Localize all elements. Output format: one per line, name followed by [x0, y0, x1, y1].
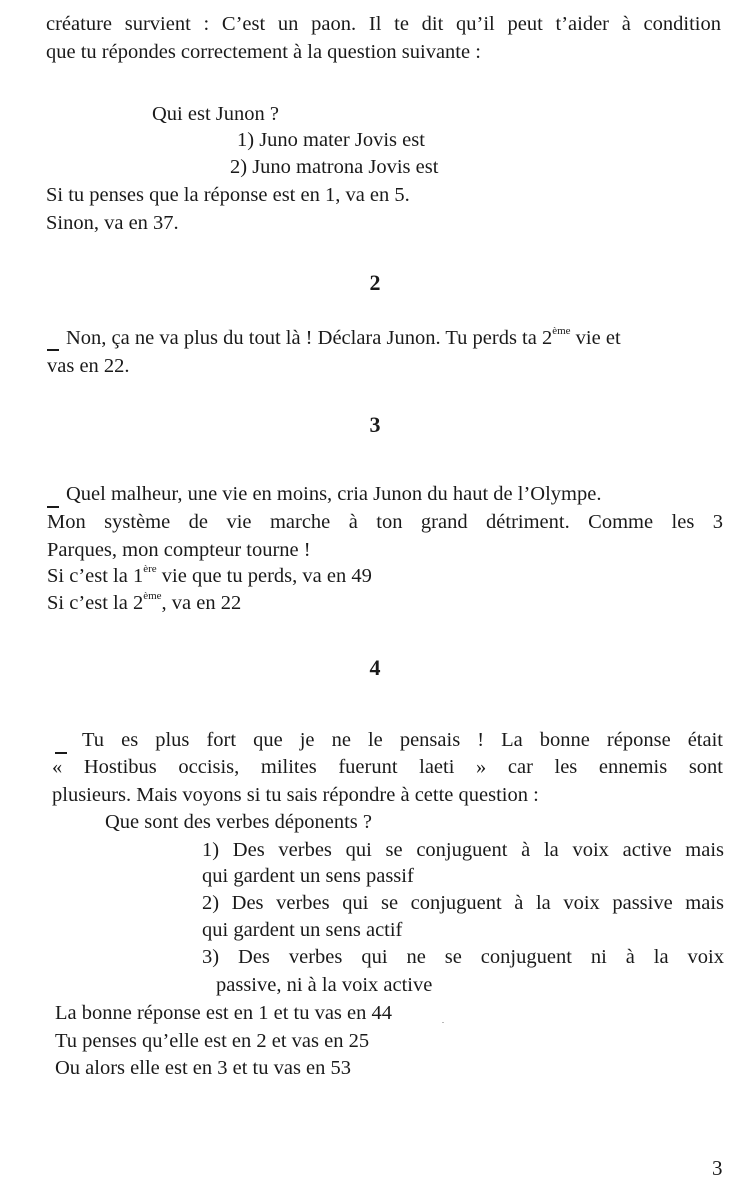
scan-speck: [442, 1022, 444, 1023]
section-3-line-5: Si c’est la 2ème, va en 22: [47, 590, 242, 614]
dialogue-dash: [47, 349, 59, 351]
section-4-line-1: Tu es plus fort que je ne le pensais ! La bonne réponse était: [82, 729, 723, 751]
section-3-line-4: Si c’est la 1ère vie que tu perds, va en 49: [47, 563, 372, 587]
section-4-question: Que sont des verbes déponents ?: [105, 811, 373, 833]
section-4-option-2b: qui gardent un sens actif: [202, 919, 403, 941]
section-4-choice-3: Ou alors elle est en 3 et tu vas en 53: [55, 1057, 352, 1079]
section-4-choice-2: Tu penses qu’elle est en 2 et vas en 25: [55, 1030, 370, 1052]
intro-choice-1: Si tu penses que la réponse est en 1, va en 5.: [46, 184, 410, 206]
intro-option-1: 1) Juno mater Jovis est: [237, 129, 425, 151]
section-4-option-2a: 2) Des verbes qui se conjuguent à la voix passive mais: [202, 892, 724, 914]
section-4-line-2: « Hostibus occisis, milites fuerunt laeti » car les ennemis sont: [52, 756, 723, 778]
dialogue-dash: [47, 506, 59, 508]
section-4-option-3b: passive, ni à la voix active: [216, 974, 433, 996]
intro-line-2: que tu répondes correctement à la question suivante :: [46, 41, 481, 63]
intro-choice-2: Sinon, va en 37.: [46, 212, 179, 234]
section-3-heading: 3: [369, 412, 381, 437]
dialogue-dash: [55, 752, 67, 754]
section-4-choice-1: La bonne réponse est en 1 et tu vas en 44: [55, 1002, 393, 1024]
intro-option-2: 2) Juno matrona Jovis est: [230, 156, 439, 178]
section-4-option-1b: qui gardent un sens passif: [202, 865, 414, 887]
section-4-line-3: plusieurs. Mais voyons si tu sais répondre à cette question :: [52, 784, 539, 806]
section-2-line-1: Non, ça ne va plus du tout là ! Déclara Junon. Tu perds ta 2ème vie et: [66, 325, 621, 349]
section-3-line-1: Quel malheur, une vie en moins, cria Junon du haut de l’Olympe.: [66, 483, 602, 505]
section-2-line-2: vas en 22.: [47, 355, 130, 377]
intro-line-1: créature survient : C’est un paon. Il te dit qu’il peut t’aider à condition: [46, 13, 721, 35]
section-4-option-1a: 1) Des verbes qui se conjuguent à la voix active mais: [202, 839, 724, 861]
section-3-line-3: Parques, mon compteur tourne !: [47, 539, 311, 561]
section-4-option-3a: 3) Des verbes qui ne se conjuguent ni à la voix: [202, 946, 724, 968]
page-number: 3: [712, 1156, 723, 1180]
section-4-heading: 4: [369, 655, 381, 680]
section-2-heading: 2: [369, 270, 381, 295]
section-3-line-2: Mon système de vie marche à ton grand détriment. Comme les 3: [47, 511, 723, 533]
intro-question: Qui est Junon ?: [152, 103, 279, 125]
